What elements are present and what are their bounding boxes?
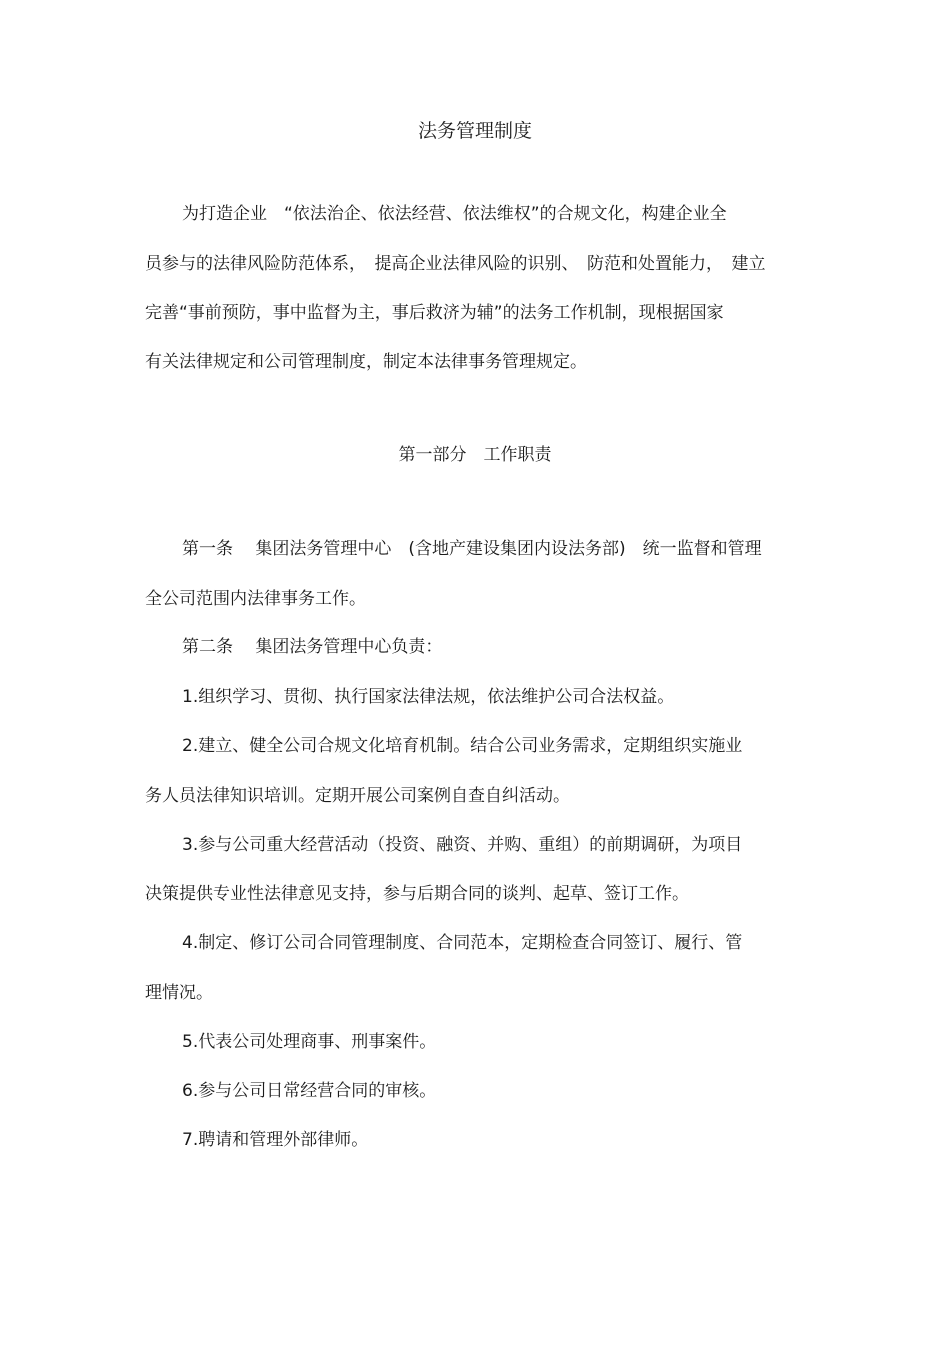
duty-item-3: 3.参与公司重大经营活动（投资、融资、并购、重组）的前期调研，为项目	[182, 835, 743, 855]
duty-item-2-cont: 务人员法律知识培训。定期开展公司案例自查自纠活动。	[145, 786, 570, 806]
intro-line: 有关法律规定和公司管理制度，制定本法律事务管理规定。	[145, 352, 587, 372]
article-1-line: 第一条 集团法务管理中心 (含地产建设集团内设法务部) 统一监督和管理	[182, 539, 762, 559]
article-2-heading: 第二条 集团法务管理中心负责：	[182, 637, 443, 657]
duty-item-1: 1.组织学习、贯彻、执行国家法律法规，依法维护公司合法权益。	[182, 687, 675, 707]
duty-item-3-cont: 决策提供专业性法律意见支持，参与后期合同的谈判、起草、签订工作。	[145, 884, 689, 904]
intro-line: 完善“事前预防，事中监督为主，事后救济为辅”的法务工作机制，现根据国家	[145, 303, 724, 323]
document-title: 法务管理制度	[417, 120, 532, 142]
duty-item-5: 5.代表公司处理商事、刑事案件。	[182, 1032, 437, 1052]
intro-line: 为打造企业 “依法治企、依法经营、依法维权”的合规文化，构建企业全	[182, 204, 727, 224]
article-1-line: 全公司范围内法律事务工作。	[145, 589, 366, 609]
duty-item-4-cont: 理情况。	[145, 983, 213, 1003]
duty-item-7: 7.聘请和管理外部律师。	[182, 1130, 369, 1150]
duty-item-4: 4.制定、修订公司合同管理制度、合同范本，定期检查合同签订、履行、管	[182, 933, 743, 953]
duty-item-6: 6.参与公司日常经营合同的审核。	[182, 1081, 437, 1101]
duty-item-2: 2.建立、健全公司合规文化培育机制。结合公司业务需求，定期组织实施业	[182, 736, 743, 756]
intro-line: 员参与的法律风险防范体系， 提高企业法律风险的识别、 防范和处置能力， 建立	[145, 254, 766, 274]
section-title: 第一部分 工作职责	[398, 445, 552, 465]
